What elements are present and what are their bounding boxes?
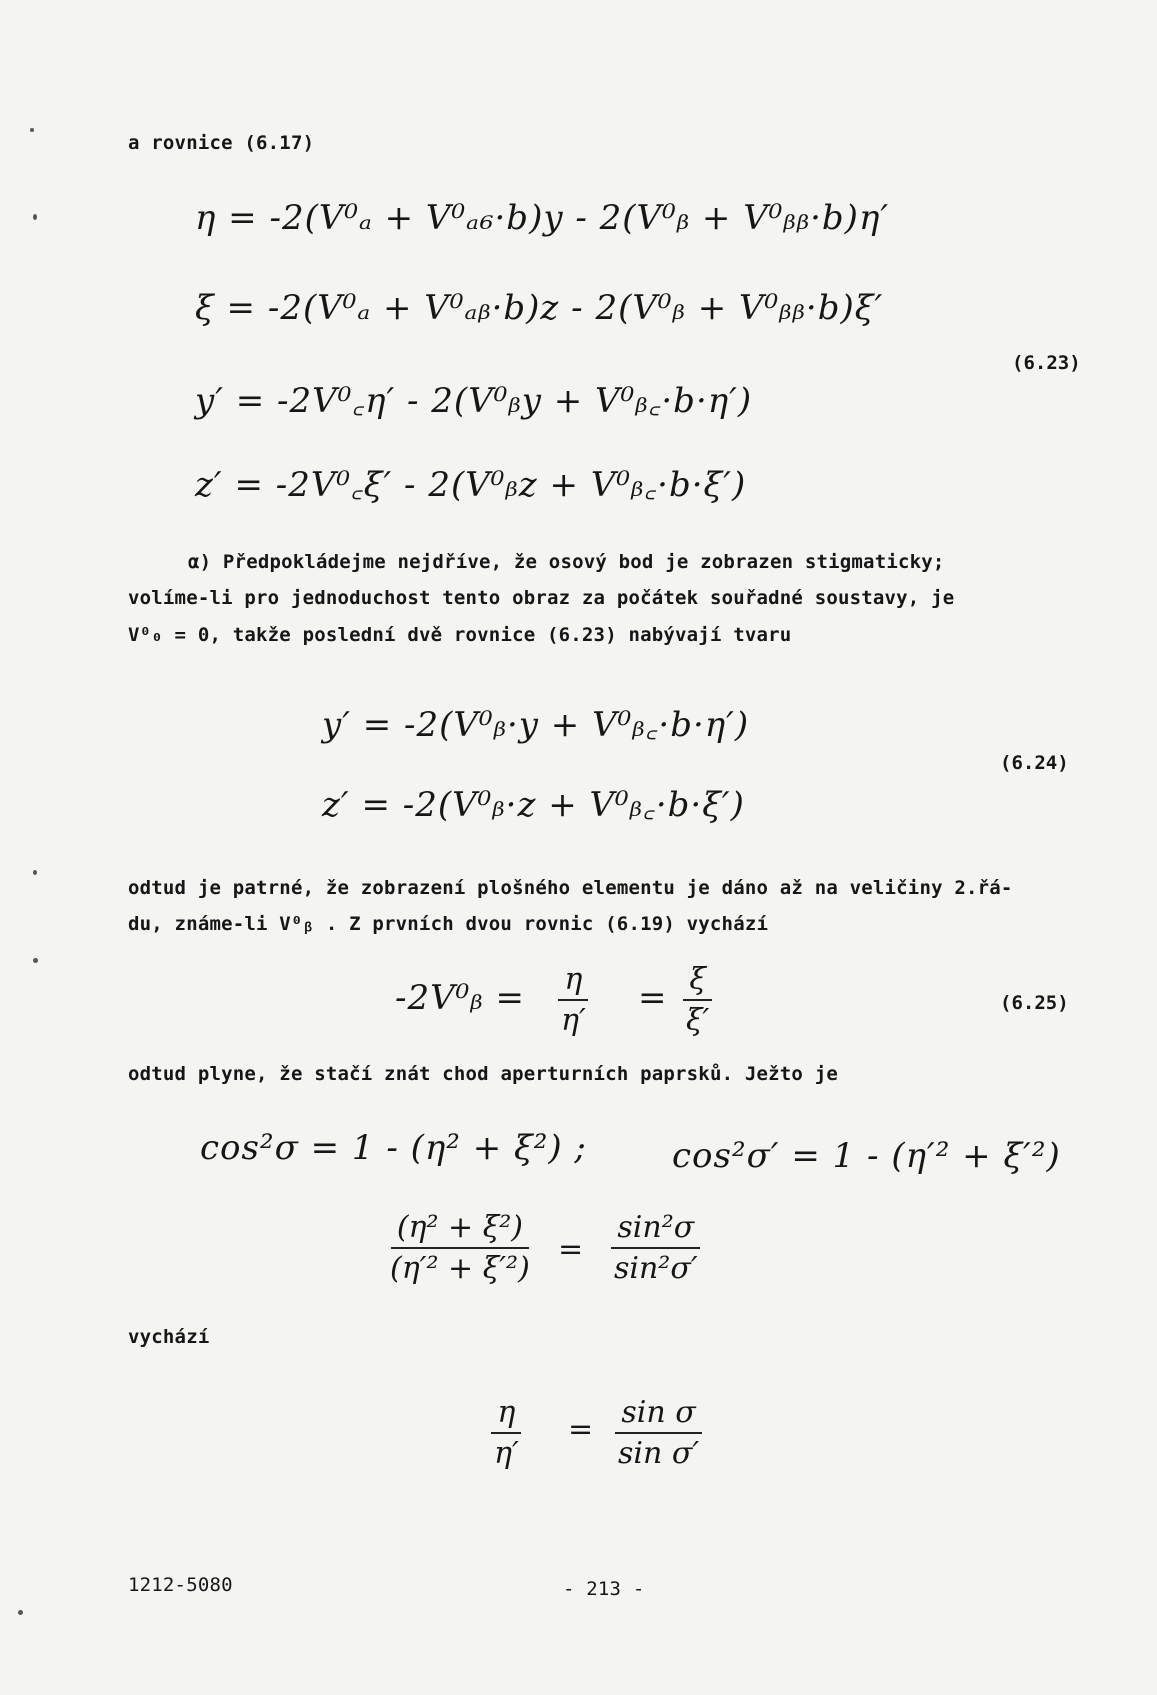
paragraph-alpha-line-1: α) Předpokládejme nejdříve, že osový bod je zobrazen stigmaticky; (188, 551, 945, 573)
fraction-numerator: ξ (683, 962, 712, 1001)
final-fraction-left (488, 1395, 525, 1471)
equation-number-6-25: (6.25) (1000, 992, 1069, 1014)
fraction-denominator: η′ (494, 1436, 519, 1471)
paragraph-2-line-2: du, známe-li V⁰ᵦ . Z prvních dvou rovnic (6.19) vychází (128, 913, 769, 935)
equation-6-25-fraction-1 (555, 962, 592, 1038)
cos-equation-right: cos²σ′ = 1 - (η′² + ξ′²) (672, 1136, 1061, 1176)
equation-6-23-line-4: z′ = -2V⁰꜀ξ′ - 2(V⁰ᵦz + V⁰ᵦ꜀·b·ξ′) (195, 465, 747, 505)
fraction-numerator: (η² + ξ²) (391, 1210, 529, 1249)
fraction-denominator: sin σ′ (618, 1436, 700, 1471)
paragraph-alpha-line-3: V⁰₀ = 0, takže poslední dvě rovnice (6.23) nabývají tvaru (128, 624, 792, 646)
equals-sign: = (568, 1412, 595, 1447)
ratio-fraction-right (608, 1210, 704, 1286)
fraction-denominator: sin²σ′ (614, 1251, 698, 1286)
ratio-fraction-left (384, 1210, 536, 1286)
final-fraction-right (612, 1395, 705, 1471)
equation-6-23-line-2: ξ = -2(V⁰ₐ + V⁰ₐᵦ·b)z - 2(V⁰ᵦ + V⁰ᵦᵦ·b)ξ′ (195, 288, 884, 328)
equation-6-25-lhs: -2V⁰ᵦ = (395, 978, 525, 1018)
equals-sign: = (638, 978, 668, 1018)
cos-equation-left: cos²σ = 1 - (η² + ξ²) ; (200, 1128, 587, 1168)
equation-6-25-fraction-2 (680, 962, 715, 1038)
paragraph-2-line-1: odtud je patrné, že zobrazení plošného elementu je dáno až na veličiny 2.řá- (128, 877, 1013, 899)
vychazi-text: vychází (128, 1326, 210, 1348)
equation-number-6-23: (6.23) (1012, 352, 1081, 374)
paragraph-alpha-line-2: volíme-li pro jednoduchost tento obraz za počátek souřadné soustavy, je (128, 587, 955, 609)
fraction-numerator: sin²σ (611, 1210, 700, 1249)
equation-6-23-line-1: η = -2(V⁰ₐ + V⁰ₐ₆·b)y - 2(V⁰ᵦ + V⁰ᵦᵦ·b)η′ (195, 198, 890, 238)
page-number: - 213 - (563, 1578, 645, 1600)
equation-6-24-line-1: y′ = -2(V⁰ᵦ·y + V⁰ᵦ꜀·b·η′) (322, 705, 750, 745)
scan-speck (33, 214, 37, 220)
fraction-numerator: η (491, 1395, 521, 1434)
scan-speck (30, 128, 34, 132)
fraction-denominator: (η′² + ξ′²) (390, 1251, 530, 1286)
equals-sign: = (558, 1232, 585, 1267)
scan-speck (33, 870, 37, 875)
paragraph-3: odtud plyne, že stačí znát chod aperturních paprsků. Ježto je (128, 1063, 838, 1085)
equation-number-6-24: (6.24) (1000, 752, 1069, 774)
intro-text: a rovnice (6.17) (128, 132, 315, 154)
fraction-numerator: sin σ (615, 1395, 701, 1434)
fraction-numerator: η (558, 962, 588, 1001)
equation-6-23-line-3: y′ = -2V⁰꜀η′ - 2(V⁰ᵦy + V⁰ᵦ꜀·b·η′) (195, 381, 753, 421)
fraction-denominator: ξ′ (686, 1003, 710, 1038)
scan-speck (33, 958, 38, 963)
scan-speck (18, 1610, 23, 1615)
fraction-denominator: η′ (561, 1003, 586, 1038)
document-code: 1212-5080 (128, 1574, 233, 1596)
equation-6-24-line-2: z′ = -2(V⁰ᵦ·z + V⁰ᵦ꜀·b·ξ′) (322, 785, 745, 825)
